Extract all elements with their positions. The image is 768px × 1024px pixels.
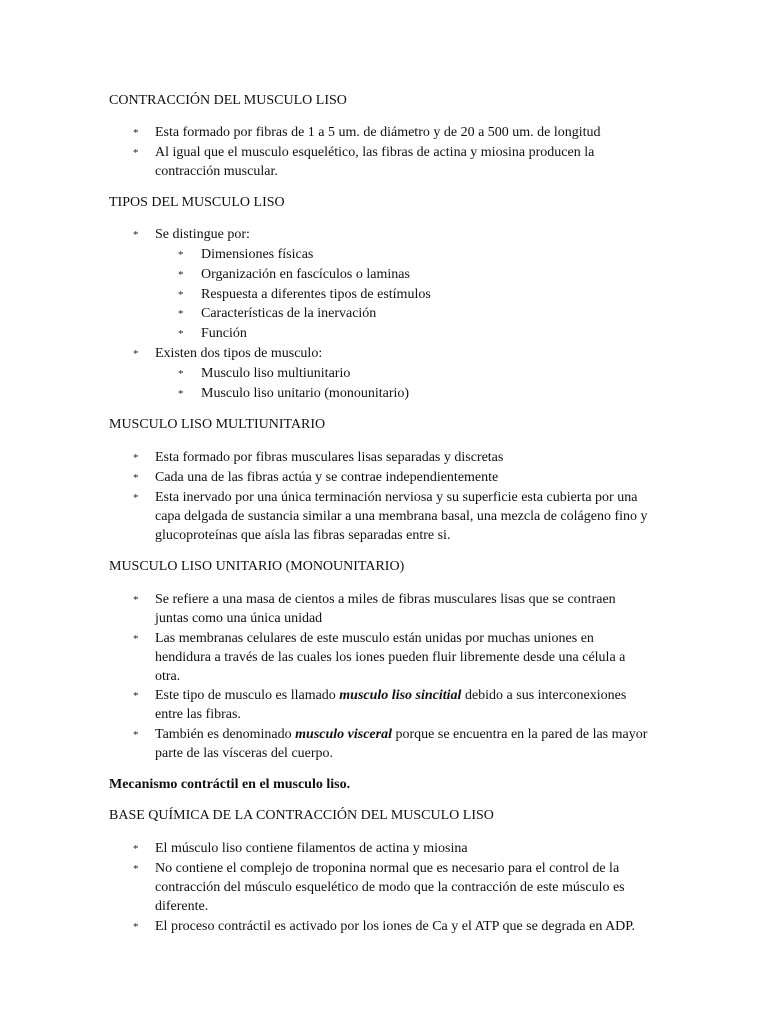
list-item: Se refiere a una masa de cientos a miles de fibras musculares lisas que se contraen [155,592,616,607]
list-item: Cada una de las fibras actúa y se contrae independientemente [155,470,499,485]
item-text: porque se encuentra en la pared de las mayor [392,727,648,742]
bullet-icon: * [133,594,139,606]
bullet-icon: * [133,472,139,484]
sub-bullet-icon: * [178,289,184,301]
sub-bullet-icon: * [178,388,184,400]
bullet-icon: * [133,729,139,741]
list-item: Las membranas celulares de este musculo están unidas por muchas uniones en [155,631,594,646]
bullet-icon: * [133,452,139,464]
item-text: Este tipo de musculo es llamado [155,688,340,703]
section-title: MUSCULO LISO UNITARIO (MONOUNITARIO) [109,559,405,574]
bullet-icon: * [133,147,139,159]
list-item: El proceso contráctil es activado por los iones de Ca y el ATP que se degrada en ADP. [155,919,636,934]
bullet-icon: * [133,633,139,645]
sub-list-item: Características de la inervación [201,306,377,321]
list-item: El músculo liso contiene filamentos de actina y miosina [155,841,468,856]
emphasis-text: musculo liso sincitial [339,688,462,703]
section-title: TIPOS DEL MUSCULO LISO [109,195,285,210]
list-item-continuation: contracción del músculo esquelético de modo que la contracción de este músculo es [155,880,625,895]
list-item: Existen dos tipos de musculo: [155,346,323,361]
list-item [155,686,626,705]
section-title: CONTRACCIÓN DEL MUSCULO LISO [109,93,347,108]
list-item: Se distingue por: [155,227,250,242]
sub-list-item: Respuesta a diferentes tipos de estímulos [201,287,431,302]
sub-bullet-icon: * [178,328,184,340]
sub-bullet-icon: * [178,308,184,320]
list-item-continuation: parte de las vísceras del cuerpo. [155,746,334,761]
bullet-icon: * [133,348,139,360]
sub-bullet-icon: * [178,368,184,380]
bullet-icon: * [133,127,139,139]
sub-bullet-icon: * [178,249,184,261]
list-item: Esta formado por fibras musculares lisas separadas y discretas [155,450,504,465]
list-item: Al igual que el musculo esquelético, las fibras de actina y miosina producen la [155,145,595,160]
bullet-icon: * [133,492,139,504]
section-title: BASE QUÍMICA DE LA CONTRACCIÓN DEL MUSCULO LISO [109,808,494,823]
list-item [155,725,647,744]
bullet-icon: * [133,863,139,875]
list-item: Esta formado por fibras de 1 a 5 um. de diámetro y de 20 a 500 um. de longitud [155,125,601,140]
bullet-icon: * [133,229,139,241]
emphasis-text: musculo visceral [295,727,392,742]
item-text: debido a sus interconexiones [461,688,627,703]
item-text: También es denominado [155,727,296,742]
list-item-continuation: contracción muscular. [155,164,278,179]
list-item: Esta inervado por una única terminación nerviosa y su superficie esta cubierta por una [155,490,638,505]
list-item-continuation: entre las fibras. [155,707,241,722]
sub-list-item: Musculo liso unitario (monounitario) [201,386,410,401]
list-item-continuation: hendidura a través de las cuales los iones pueden fluir libremente desde una célula a [155,650,626,665]
list-item-continuation: juntas como una única unidad [155,611,323,626]
bullet-icon: * [133,843,139,855]
section-title-bold: Mecanismo contráctil en el musculo liso. [109,777,351,792]
list-item-continuation: glucoproteínas que aísla las fibras separadas entre si. [155,528,451,543]
sub-list-item: Musculo liso multiunitario [201,366,351,381]
bullet-icon: * [133,921,139,933]
list-item: No contiene el complejo de troponina normal que es necesario para el control de la [155,861,620,876]
sub-list-item: Dimensiones físicas [201,247,314,262]
section-title: MUSCULO LISO MULTIUNITARIO [109,417,326,432]
list-item-continuation: otra. [155,669,181,684]
list-item-continuation: capa delgada de sustancia similar a una membrana basal, una mezcla de colágeno fino y [155,509,648,524]
sub-list-item: Organización en fascículos o laminas [201,267,410,282]
bullet-icon: * [133,690,139,702]
sub-bullet-icon: * [178,269,184,281]
sub-list-item: Función [201,326,247,341]
list-item-continuation: diferente. [155,899,209,914]
